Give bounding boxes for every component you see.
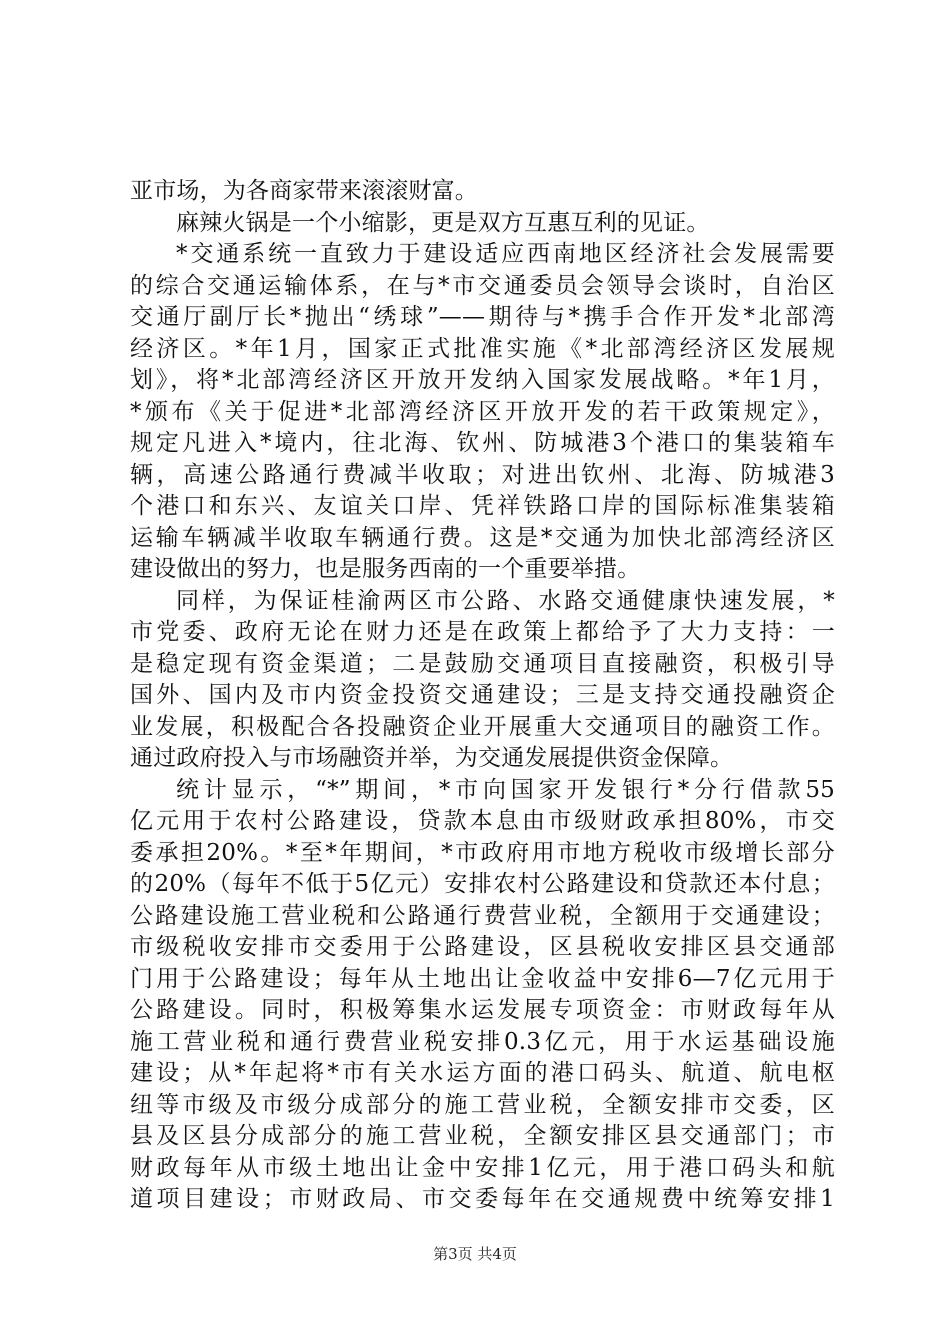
text-line: 统计显示，“*”期间，*市向国家开发银行*分行借款55 xyxy=(176,776,835,803)
text-line: 委承担20%。*至*年期间，*市政府用市地方税收市级增长部分 xyxy=(130,839,835,866)
text-line: *颁布《关于促进*北部湾经济区开放开发的若干政策规定》， xyxy=(130,398,835,425)
text-line: 交通厅副厅长*抛出“绣球”——期待与*携手合作开发*北部湾 xyxy=(130,304,835,330)
page-footer: 第3页 共4页 xyxy=(433,1245,517,1263)
text-line: 县及区县分成部分的施工营业税，全额安排区县交通部门；市 xyxy=(130,1123,835,1149)
text-line: 纽等市级及市级分成部分的施工营业税，全额安排市交委，区 xyxy=(130,1091,835,1118)
text-line: 亚市场，为各商家带来滚滚财富。 xyxy=(130,178,478,204)
text-line: 公路建设。同时，积极筹集水运发展专项资金：市财政每年从 xyxy=(130,997,835,1023)
text-line: 市级税收安排市交委用于公路建设，区县税收安排区县交通部 xyxy=(130,934,835,960)
text-line: 门用于公路建设；每年从土地出让金收益中安排6—7亿元用于 xyxy=(130,965,835,992)
document-body xyxy=(130,176,835,1216)
text-line: 运输车辆减半收取车辆通行费。这是*交通为加快北部湾经济区 xyxy=(130,524,835,551)
text-line: 同样，为保证桂渝两区市公路、水路交通健康快速发展，* xyxy=(176,587,835,614)
text-line: 个港口和东兴、友谊关口岸、凭祥铁路口岸的国际标准集装箱 xyxy=(130,493,835,519)
text-line: 经济区。*年1月，国家正式批准实施《*北部湾经济区发展规 xyxy=(130,335,835,362)
text-line: 公路建设施工营业税和公路通行费营业税，全额用于交通建设； xyxy=(130,902,835,929)
text-line: 市党委、政府无论在财力还是在政策上都给予了大力支持：一 xyxy=(130,619,835,645)
text-line: 建设做出的努力，也是服务西南的一个重要举措。 xyxy=(130,556,641,582)
text-line: 划》，将*北部湾经济区开放开发纳入国家发展战略。*年1月， xyxy=(130,367,835,393)
text-line: 的20%（每年不低于5亿元）安排农村公路建设和贷款还本付息； xyxy=(130,871,835,897)
text-line: 施工营业税和通行费营业税安排0.3亿元，用于水运基础设施 xyxy=(130,1028,835,1055)
text-line: 通过政府投入与市场融资并举，为交通发展提供资金保障。 xyxy=(130,745,734,771)
text-line: 麻辣火锅是一个小缩影，更是双方互惠互利的见证。 xyxy=(176,209,710,236)
text-line: 道项目建设；市财政局、市交委每年在交通规费中统筹安排1 xyxy=(130,1186,835,1212)
text-line: 国外、国内及市内资金投资交通建设；三是支持交通投融资企 xyxy=(130,682,835,708)
text-line: 是稳定现有资金渠道；二是鼓励交通项目直接融资，积极引导 xyxy=(130,650,835,677)
text-line: 亿元用于农村公路建设，贷款本息由市级财政承担80%，市交 xyxy=(130,808,835,834)
text-line: 的综合交通运输体系，在与*市交通委员会领导会谈时，自治区 xyxy=(130,272,835,299)
text-line: 财政每年从市级土地出让金中安排1亿元，用于港口码头和航 xyxy=(130,1154,835,1181)
text-line: *交通系统一直致力于建设适应西南地区经济社会发展需要 xyxy=(176,241,835,267)
text-line: 辆，高速公路通行费减半收取；对进出钦州、北海、防城港3 xyxy=(130,461,835,488)
text-line: 建设；从*年起将*市有关水运方面的港口码头、航道、航电枢 xyxy=(130,1060,835,1086)
text-line: 业发展，积极配合各投融资企业开展重大交通项目的融资工作。 xyxy=(130,713,835,740)
text-line: 规定凡进入*境内，往北海、钦州、防城港3个港口的集装箱车 xyxy=(130,430,835,456)
